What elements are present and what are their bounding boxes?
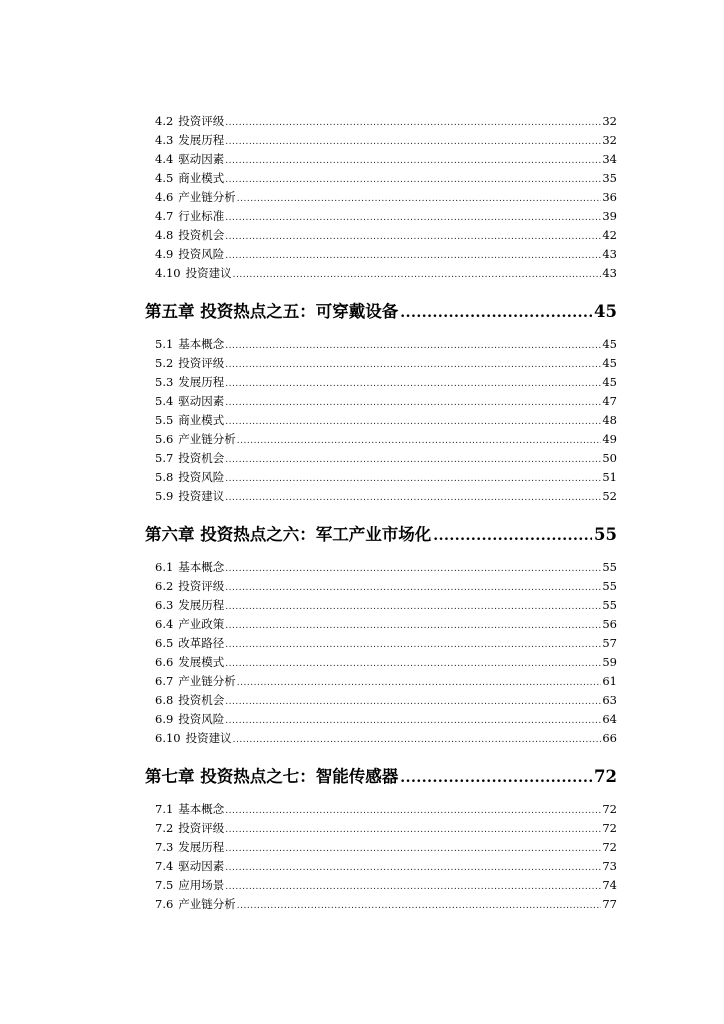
- dot-leader: [225, 135, 601, 149]
- toc-chapter-heading[interactable]: [145, 301, 617, 324]
- section-title: 发展历程: [178, 133, 225, 147]
- dot-leader: [225, 339, 601, 353]
- toc-entry[interactable]: [155, 693, 617, 709]
- toc-entry[interactable]: [155, 731, 617, 747]
- dot-leader: [225, 230, 601, 244]
- dot-leader: [225, 396, 601, 410]
- dot-leader: [225, 249, 601, 263]
- toc-entry[interactable]: [155, 579, 617, 595]
- page-number: 35: [602, 171, 617, 185]
- section-number: 5.5: [155, 413, 174, 427]
- toc-entry[interactable]: [155, 190, 617, 206]
- section-title: 投资评级: [178, 356, 225, 370]
- page-number: 56: [602, 617, 617, 631]
- toc-entry[interactable]: [155, 356, 617, 372]
- section-number: 5.2: [155, 356, 174, 370]
- section-title: 投资评级: [178, 579, 225, 593]
- page-number: 36: [602, 190, 617, 204]
- toc-entry[interactable]: [155, 636, 617, 652]
- section-title: 驱动因素: [178, 152, 225, 166]
- page-number: 32: [602, 114, 617, 128]
- page-number: 43: [602, 266, 617, 280]
- dot-leader: [225, 619, 601, 633]
- page-number: 39: [602, 209, 617, 223]
- section-title: 投资机会: [178, 451, 225, 465]
- section-number: 5.7: [155, 451, 174, 465]
- dot-leader: [225, 116, 601, 130]
- dot-leader: [237, 434, 602, 448]
- section-title: 投资风险: [178, 712, 225, 726]
- section-title: 改革路径: [178, 636, 225, 650]
- section-number: 4.7: [155, 209, 174, 223]
- dot-leader: [225, 154, 601, 168]
- page-number: 45: [602, 375, 617, 389]
- toc-entry[interactable]: [155, 859, 617, 875]
- page-number: 43: [602, 247, 617, 261]
- toc-entry[interactable]: [155, 802, 617, 818]
- toc-entry[interactable]: [155, 674, 617, 690]
- dot-leader: [225, 695, 601, 709]
- dot-leader: [233, 268, 602, 282]
- toc-entry[interactable]: [155, 247, 617, 263]
- toc-entry[interactable]: [155, 598, 617, 614]
- dot-leader: [400, 767, 592, 789]
- dot-leader: [225, 804, 601, 818]
- toc-entry[interactable]: [155, 171, 617, 187]
- chapter-title: 第六章 投资热点之六：军工产业市场化: [145, 525, 432, 544]
- section-number: 7.1: [155, 802, 174, 816]
- toc-entry[interactable]: [155, 655, 617, 671]
- section-title: 产业链分析: [178, 432, 236, 446]
- page-number: 42: [602, 228, 617, 242]
- page-number: 55: [602, 579, 617, 593]
- toc-entry[interactable]: [155, 878, 617, 894]
- section-number: 4.2: [155, 114, 174, 128]
- section-title: 发展模式: [178, 655, 225, 669]
- section-title: 投资风险: [178, 470, 225, 484]
- dot-leader: [225, 562, 601, 576]
- dot-leader: [225, 581, 601, 595]
- section-number: 6.1: [155, 560, 174, 574]
- dot-leader: [225, 358, 601, 372]
- page-number: 59: [602, 655, 617, 669]
- section-title: 发展历程: [178, 598, 225, 612]
- section-number: 4.3: [155, 133, 174, 147]
- dot-leader: [433, 525, 592, 547]
- dot-leader: [225, 377, 601, 391]
- page-number: 51: [602, 470, 617, 484]
- page-number: 45: [602, 356, 617, 370]
- section-number: 5.3: [155, 375, 174, 389]
- section-number: 5.1: [155, 337, 174, 351]
- dot-leader: [225, 638, 601, 652]
- dot-leader: [225, 600, 601, 614]
- toc-entry[interactable]: [155, 133, 617, 149]
- page-number: 73: [602, 859, 617, 873]
- toc-entry[interactable]: [155, 152, 617, 168]
- page-number: 45: [602, 337, 617, 351]
- section-title: 应用场景: [178, 878, 225, 892]
- section-number: 6.7: [155, 674, 174, 688]
- section-title: 投资机会: [178, 228, 225, 242]
- page-number: 47: [602, 394, 617, 408]
- dot-leader: [225, 211, 601, 225]
- section-title: 投资机会: [178, 693, 225, 707]
- section-title: 投资建议: [178, 489, 225, 503]
- section-number: 6.8: [155, 693, 174, 707]
- dot-leader: [225, 491, 601, 505]
- toc-entry[interactable]: [155, 840, 617, 856]
- section-number: 4.6: [155, 190, 174, 204]
- dot-leader: [237, 676, 602, 690]
- dot-leader: [225, 173, 601, 187]
- page-number: 48: [602, 413, 617, 427]
- toc-entry[interactable]: [155, 375, 617, 391]
- section-title: 产业政策: [178, 617, 225, 631]
- section-title: 投资建议: [185, 731, 232, 745]
- toc-entry[interactable]: [155, 712, 617, 728]
- dot-leader: [225, 472, 601, 486]
- section-number: 5.6: [155, 432, 174, 446]
- page-number: 55: [594, 525, 617, 544]
- toc-entry[interactable]: [155, 114, 617, 130]
- section-number: 7.3: [155, 840, 174, 854]
- section-title: 产业链分析: [178, 190, 236, 204]
- toc-entry[interactable]: [155, 617, 617, 633]
- toc-entry[interactable]: [155, 821, 617, 837]
- section-title: 行业标准: [178, 209, 225, 223]
- section-number: 4.5: [155, 171, 174, 185]
- section-title: 发展历程: [178, 840, 225, 854]
- page-number: 74: [602, 878, 617, 892]
- toc-entry[interactable]: [155, 394, 617, 410]
- page-number: 49: [602, 432, 617, 446]
- dot-leader: [237, 192, 602, 206]
- toc-entry[interactable]: [155, 228, 617, 244]
- page-number: 72: [602, 802, 617, 816]
- dot-leader: [400, 302, 592, 324]
- section-title: 商业模式: [178, 171, 225, 185]
- section-title: 商业模式: [178, 413, 225, 427]
- page-number: 61: [602, 674, 617, 688]
- section-title: 投资评级: [178, 114, 225, 128]
- section-title: 驱动因素: [178, 859, 225, 873]
- section-title: 驱动因素: [178, 394, 225, 408]
- dot-leader: [225, 861, 601, 875]
- dot-leader: [225, 880, 601, 894]
- page-number: 55: [602, 598, 617, 612]
- dot-leader: [237, 899, 602, 913]
- page-number: 72: [594, 767, 617, 786]
- page-number: 32: [602, 133, 617, 147]
- toc-entry[interactable]: [155, 413, 617, 429]
- section-title: 产业链分析: [178, 897, 236, 911]
- page-number: 72: [602, 821, 617, 835]
- dot-leader: [225, 714, 601, 728]
- section-number: 4.10: [155, 266, 181, 280]
- toc-chapter-heading[interactable]: [145, 766, 617, 789]
- toc-entry[interactable]: [155, 432, 617, 448]
- dot-leader: [225, 657, 601, 671]
- toc-entry[interactable]: [155, 470, 617, 486]
- section-number: 6.4: [155, 617, 174, 631]
- section-title: 发展历程: [178, 375, 225, 389]
- toc-chapter-heading[interactable]: [145, 524, 617, 547]
- section-number: 6.6: [155, 655, 174, 669]
- section-number: 4.4: [155, 152, 174, 166]
- page-number: 72: [602, 840, 617, 854]
- page-number: 64: [602, 712, 617, 726]
- section-number: 7.2: [155, 821, 174, 835]
- toc-entry[interactable]: [155, 489, 617, 505]
- section-title: 投资风险: [178, 247, 225, 261]
- section-number: 6.3: [155, 598, 174, 612]
- section-number: 6.5: [155, 636, 174, 650]
- toc-entry[interactable]: [155, 451, 617, 467]
- section-number: 5.8: [155, 470, 174, 484]
- page-number: 34: [602, 152, 617, 166]
- dot-leader: [225, 842, 601, 856]
- section-number: 7.4: [155, 859, 174, 873]
- section-number: 4.9: [155, 247, 174, 261]
- page-number: 63: [602, 693, 617, 707]
- section-number: 6.2: [155, 579, 174, 593]
- chapter-title: 第五章 投资热点之五：可穿戴设备: [145, 302, 399, 321]
- page-number: 45: [594, 302, 617, 321]
- section-number: 6.9: [155, 712, 174, 726]
- section-title: 基本概念: [178, 337, 225, 351]
- dot-leader: [225, 453, 601, 467]
- dot-leader: [233, 733, 602, 747]
- section-number: 6.10: [155, 731, 181, 745]
- toc-entry[interactable]: [155, 266, 617, 282]
- section-title: 基本概念: [178, 802, 225, 816]
- page-number: 66: [602, 731, 617, 745]
- section-title: 基本概念: [178, 560, 225, 574]
- section-title: 产业链分析: [178, 674, 236, 688]
- page-number: 50: [602, 451, 617, 465]
- section-number: 4.8: [155, 228, 174, 242]
- page-number: 57: [602, 636, 617, 650]
- page-number: 52: [602, 489, 617, 503]
- toc-entry[interactable]: [155, 560, 617, 576]
- section-number: 7.6: [155, 897, 174, 911]
- section-number: 5.9: [155, 489, 174, 503]
- page-number: 55: [602, 560, 617, 574]
- toc-entry[interactable]: [155, 209, 617, 225]
- toc-entry[interactable]: [155, 337, 617, 353]
- section-title: 投资建议: [185, 266, 232, 280]
- section-number: 5.4: [155, 394, 174, 408]
- section-title: 投资评级: [178, 821, 225, 835]
- page-number: 77: [602, 897, 617, 911]
- chapter-title: 第七章 投资热点之七：智能传感器: [145, 767, 399, 786]
- section-number: 7.5: [155, 878, 174, 892]
- toc-entry[interactable]: [155, 897, 617, 913]
- dot-leader: [225, 415, 601, 429]
- dot-leader: [225, 823, 601, 837]
